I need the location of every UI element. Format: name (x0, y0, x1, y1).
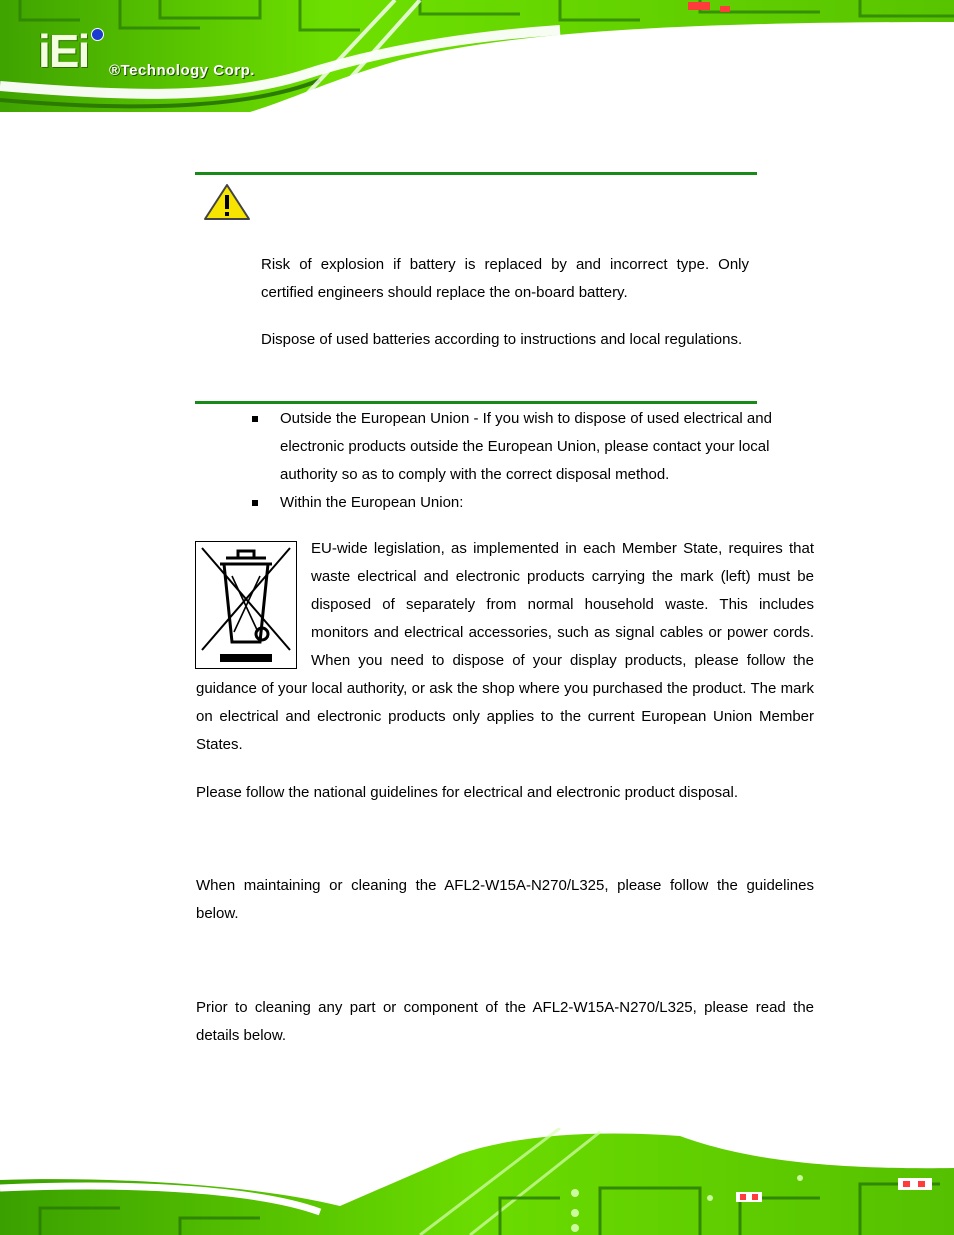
logo-mark: iEi (38, 25, 89, 77)
bullet-square-icon (252, 416, 258, 422)
warning-text-dispose: Dispose of used batteries according to instructions and local regulations. (261, 331, 743, 348)
warning-bottom-rule (195, 401, 757, 404)
logo-text: ®Technology Corp. (109, 62, 255, 79)
logo-dot-icon (91, 28, 104, 41)
cleaning-intro-text: Prior to cleaning any part or component of the AFL2-W15A-N270/L325, please read the details below. (196, 999, 814, 1044)
company-logo (38, 25, 255, 79)
eu-symbol-spacer (196, 535, 311, 661)
header-banner (0, 0, 954, 112)
list-item (252, 489, 797, 517)
eu-legislation-paragraph (196, 535, 814, 759)
maintenance-intro-text: When maintaining or cleaning the AFL2-W15A-N270/L325, please follow the guidelines below. (196, 877, 814, 922)
list-item (252, 405, 797, 489)
warning-text-battery: Risk of explosion if battery is replaced by and incorrect type. Only certified engineers should replace the on-board battery. (261, 256, 749, 301)
bullet-square-icon (252, 500, 258, 506)
national-guidelines-text: Please follow the national guidelines for electrical and electronic product disposal. (196, 784, 738, 801)
footer-banner (0, 1128, 954, 1235)
eu-legislation-text: EU-wide legislation, as implemented in each Member State, requires that waste electrical and electronic products carrying the mark (left) must be disposed of separately from normal household waste. This includes monitors and electrical accessories, such as signal cables or power cords. When you need to dispose of your display products, please follow the guidance of your local authority, or ask the shop where you purchased the product. The mark on electrical and electronic products only applies to the current European Union Member States. (196, 540, 814, 753)
bullet-text-outside-eu: Outside the European Union - If you wish to dispose of used electrical and electronic products outside the European Union, please contact your local authority so as to comply with the correct disposal method. (280, 410, 772, 483)
bullet-text-within-eu: Within the European Union: (280, 494, 464, 511)
warning-triangle-icon (202, 182, 252, 222)
warning-top-rule (195, 172, 757, 175)
disposal-bullet-list (252, 405, 797, 517)
